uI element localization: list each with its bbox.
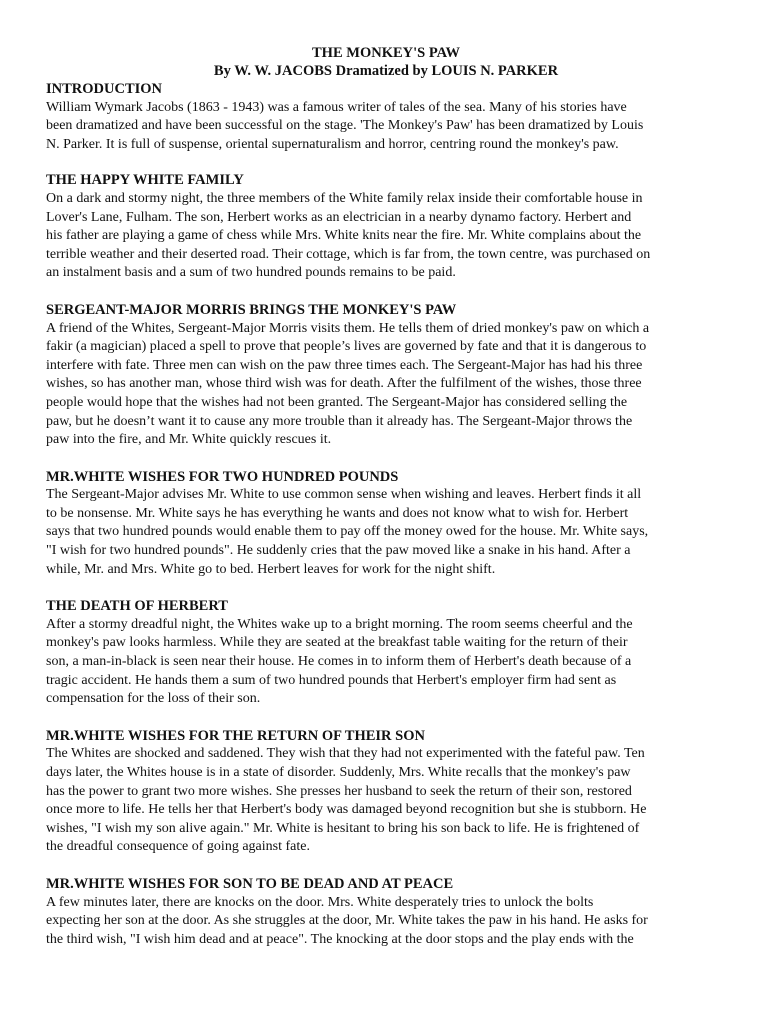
body-line: been dramatized and have been successful on the stage. 'The Monkey's Paw' has been dramatized by Louis xyxy=(46,118,644,134)
document-page xyxy=(46,44,726,949)
body-line: days later, the Whites house is in a state of disorder. Suddenly, Mrs. White recalls that the monkey's paw xyxy=(46,765,631,780)
body-line: monkey's paw looks harmless. While they are seated at the breakfast table waiting for the return of their xyxy=(46,635,628,651)
section-heading: THE DEATH OF HERBERT xyxy=(46,598,228,615)
body-line: wishes, so has another man, whose third wish was for death. After the fulfilment of the wishes, those three xyxy=(46,376,642,392)
body-line: expecting her son at the door. As she struggles at the door, Mr. White takes the paw in his hand. He asks for xyxy=(46,913,648,929)
body-line: N. Parker. It is full of suspense, oriental supernaturalism and horror, centring round the monkey's paw. xyxy=(46,136,619,152)
body-line: his father are playing a game of chess while Mrs. White knits near the fire. Mr. White complains about the xyxy=(46,228,642,244)
body-line: After a stormy dreadful night, the Whites wake up to a bright morning. The room seems cheerful and the xyxy=(46,616,633,632)
body-line: to be nonsense. Mr. White says he has everything he wants and does not know what to wish for. Herbert xyxy=(46,505,629,521)
body-line: Lover's Lane, Fulham. The son, Herbert works as an electrician in a nearby dynamo factory. Herbert and xyxy=(46,209,632,225)
section xyxy=(46,171,726,283)
section xyxy=(46,727,726,857)
section-heading: MR.WHITE WISHES FOR TWO HUNDRED POUNDS xyxy=(46,468,399,485)
body-line: an instalment basis and a sum of two hundred pounds remains to be paid. xyxy=(46,265,456,281)
section-heading: MR.WHITE WISHES FOR THE RETURN OF THEIR SON xyxy=(46,727,425,744)
document-subtitle: By W. W. JACOBS Dramatized by LOUIS N. PARKER xyxy=(213,63,559,79)
section-heading: SERGEANT-MAJOR MORRIS BRINGS THE MONKEY'S PAW xyxy=(46,301,457,318)
section-body xyxy=(46,745,726,857)
section xyxy=(46,875,726,949)
section-body xyxy=(46,616,726,709)
section xyxy=(46,301,726,450)
body-line: the dreadful consequence of going against fate. xyxy=(46,839,310,855)
body-line: fakir (a magician) placed a spell to prove that people’s lives are governed by fate and that it is dangerous to xyxy=(46,339,647,355)
body-line: once more to life. He tells her that Herbert's body was damaged beyond recognition but she is stubborn. He xyxy=(46,802,647,818)
body-line: says that two hundred pounds would enable them to pay off the money owed for the house. Mr. White says, xyxy=(46,524,649,540)
body-line: the third wish, "I wish him dead and at peace". The knocking at the door stops and the play ends with the xyxy=(46,931,634,947)
document-title: THE MONKEY'S PAW xyxy=(312,45,460,61)
body-line: "I wish for two hundred pounds". He suddenly cries that the paw moved like a snake in his hand. After a xyxy=(46,543,631,559)
sections-container xyxy=(46,80,726,949)
body-line: On a dark and stormy night, the three members of the White family relax inside their comfortable house in xyxy=(46,190,643,206)
body-line: son, a man-in-black is seen near their house. He comes in to inform them of Herbert's death because of a xyxy=(46,654,632,670)
body-line: while, Mr. and Mrs. White go to bed. Herbert leaves for work for the night shift. xyxy=(46,561,496,577)
body-line: The Sergeant-Major advises Mr. White to use common sense when wishing and leaves. Herbert finds it all xyxy=(46,487,642,503)
body-line: terrible weather and their deserted road. Their cottage, which is far from, the town centre, was purchased on xyxy=(46,246,651,262)
body-line: A few minutes later, there are knocks on the door. Mrs. White desperately tries to unlock the bolts xyxy=(46,894,594,910)
section xyxy=(46,597,726,709)
section-body xyxy=(46,320,726,450)
body-line: tragic accident. He hands them a sum of two hundred pounds that Herbert's employer firm had sent as xyxy=(46,672,617,688)
body-line: A friend of the Whites, Sergeant-Major Morris visits them. He tells them of dried monkey's paw on which a xyxy=(46,320,650,336)
section-body xyxy=(46,486,726,579)
body-line: William Wymark Jacobs (1863 - 1943) was a famous writer of tales of the sea. Many of his stories have xyxy=(46,99,627,115)
section-body xyxy=(46,894,726,950)
section-heading: INTRODUCTION xyxy=(46,81,163,97)
body-line: paw into the fire, and Mr. White quickly rescues it. xyxy=(46,432,332,448)
section-body xyxy=(46,190,726,283)
section-body xyxy=(46,99,726,155)
section xyxy=(46,80,726,154)
body-line: compensation for the loss of their son. xyxy=(46,691,261,707)
body-line: paw, but he doesn’t want it to cause any more trouble than it already has. The Sergeant-Major throws the xyxy=(46,413,633,429)
section-heading: THE HAPPY WHITE FAMILY xyxy=(46,172,244,189)
section-heading: MR.WHITE WISHES FOR SON TO BE DEAD AND AT PEACE xyxy=(46,875,454,892)
body-line: interfere with fate. Three men can wish on the paw three times each. The Sergeant-Major has had his three xyxy=(46,357,643,373)
body-line: The Whites are shocked and saddened. They wish that they had not experimented with the fateful paw. Ten xyxy=(46,746,645,762)
body-line: has the power to grant two more wishes. She presses her husband to seek the return of their son, restored xyxy=(46,783,632,799)
body-line: wishes, "I wish my son alive again." Mr. White is hesitant to bring his son back to life. He is frightened of xyxy=(46,820,640,836)
body-line: people would hope that the wishes had not been granted. The Sergeant-Major has considered selling the xyxy=(46,394,628,410)
section xyxy=(46,468,726,580)
